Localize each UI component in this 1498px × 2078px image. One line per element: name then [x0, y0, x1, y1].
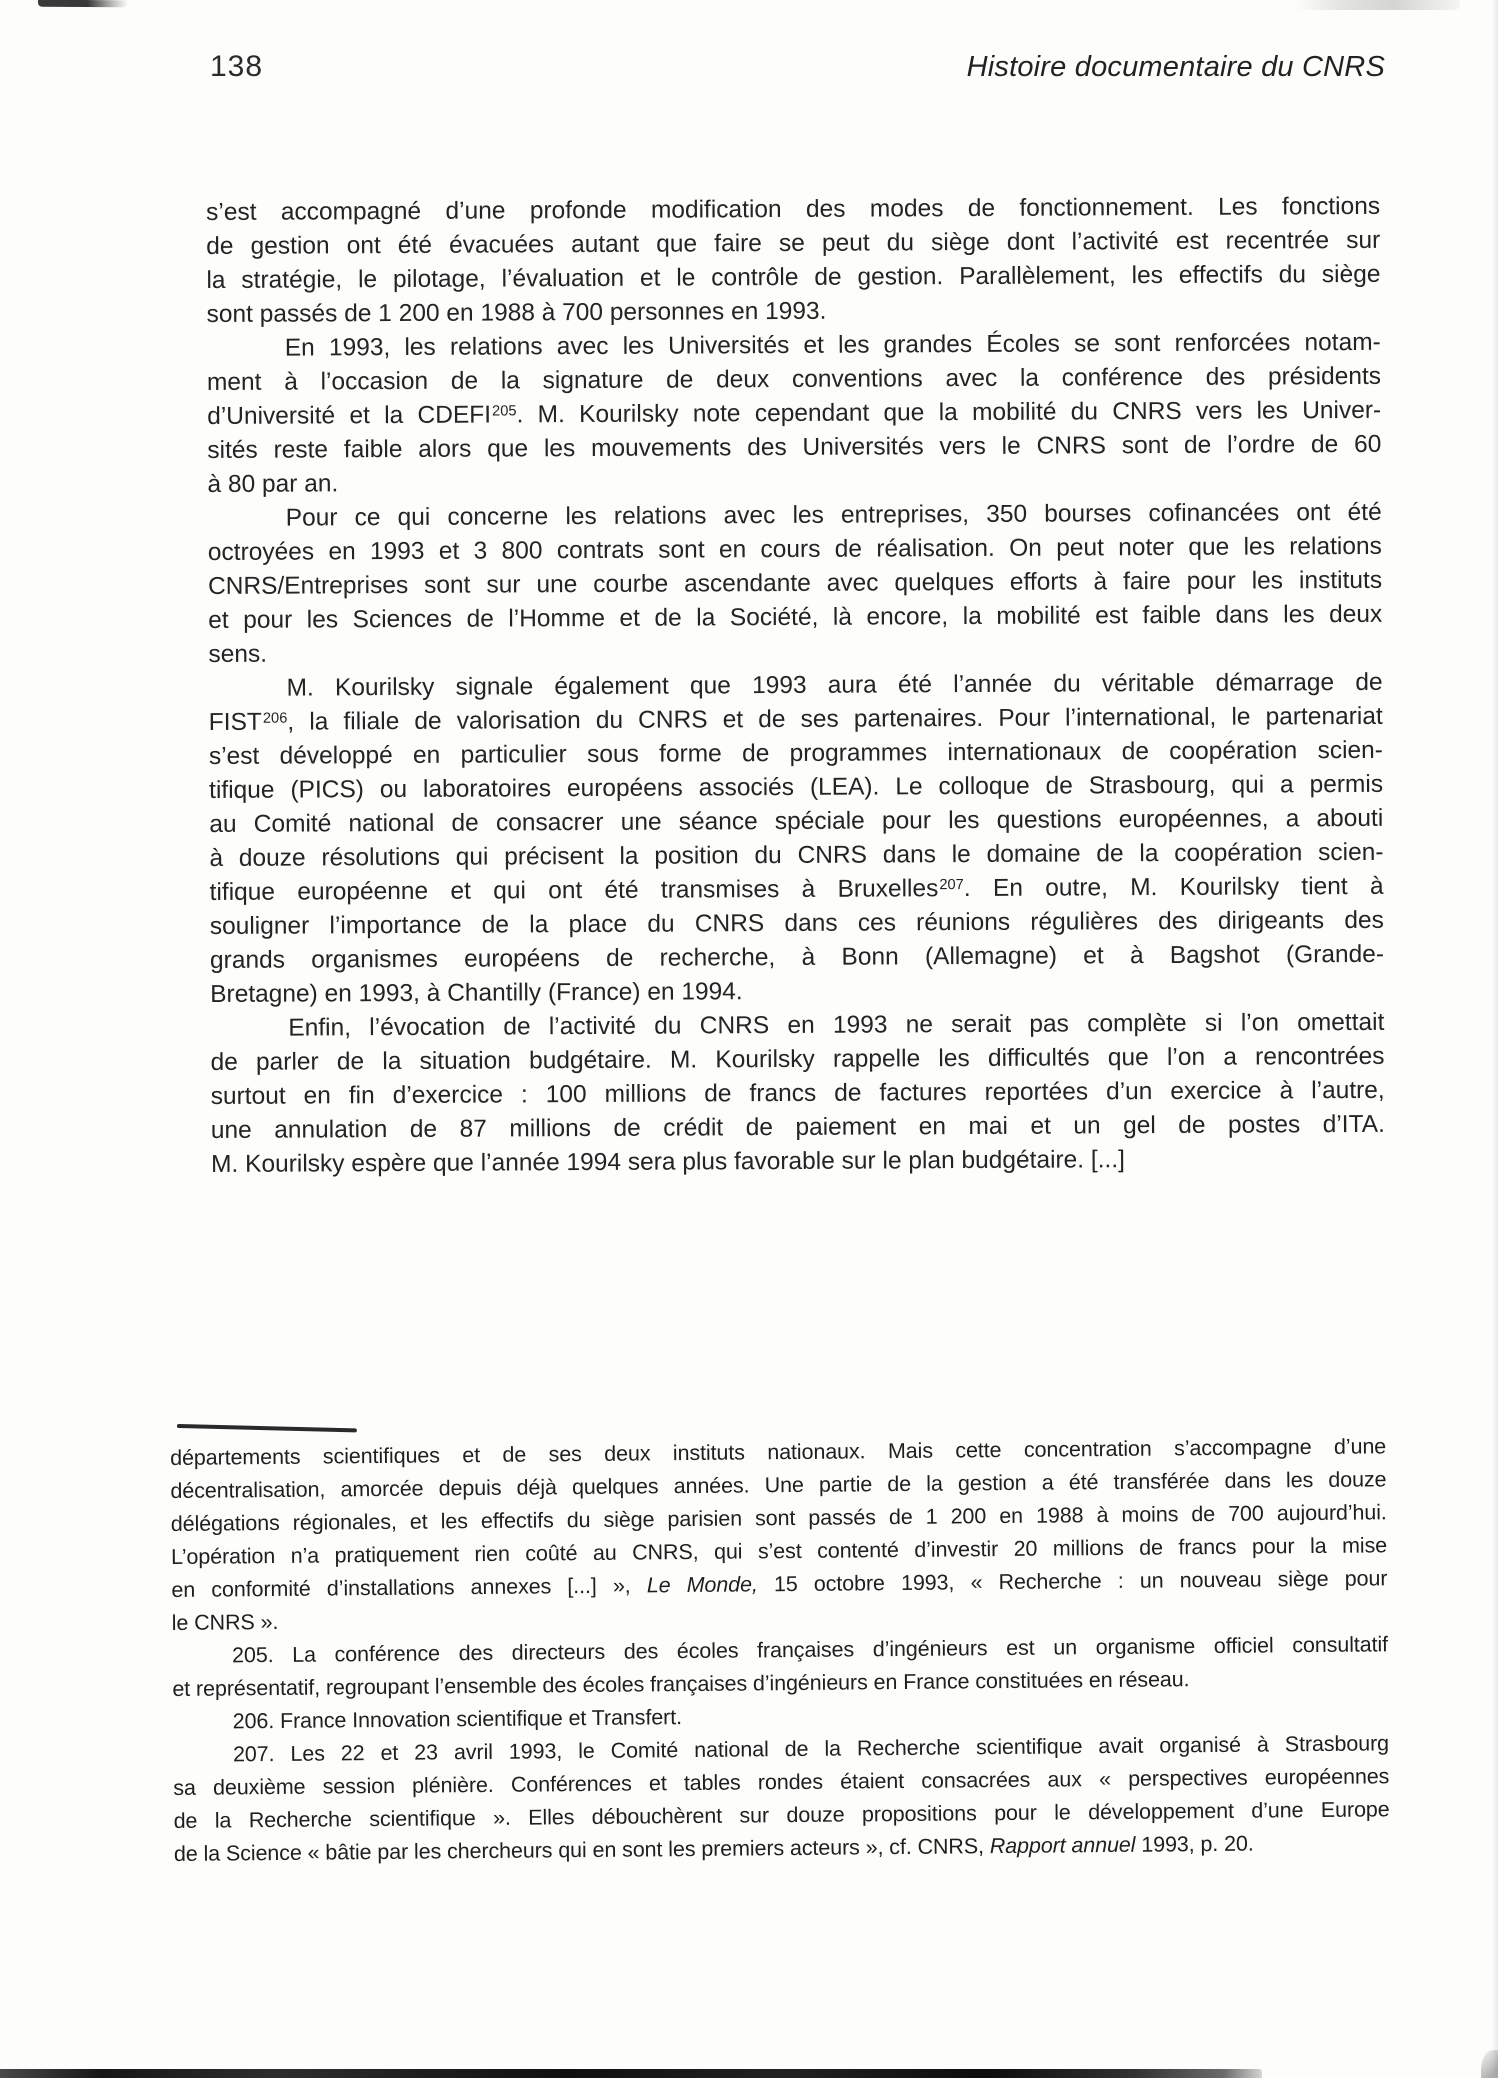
page-number: 138 — [210, 50, 264, 83]
text-line: CNRS/Entreprises sont sur une courbe ascendante avec quelques efforts à faire pour les instituts — [207, 566, 1383, 600]
text-line: surtout en fin d’exercice : 100 millions de francs de factures reportées d’un exercice à l’autre, — [210, 1076, 1385, 1110]
text-line: FIST$^{206}$, la filiale de valorisation du CNRS et de ses partenaires. Pour l’international, le partenariat — [208, 702, 1383, 736]
paragraph — [170, 1430, 1388, 1640]
text-line: En 1993, les relations avec les Universités et les grandes Écoles se sont renforcées notam- — [284, 328, 1381, 362]
text-line: départements scientifiques et de ses deux instituts nationaux. Mais cette concentration s’accompagne d’une — [170, 1434, 1387, 1470]
page-header — [210, 50, 1385, 84]
text-line: s’est développé en particulier sous forme de programmes internationaux de coopération scien- — [208, 736, 1383, 770]
text-line: s’est accompagné d’une profonde modification des modes de fonctionnement. Les fonctions — [206, 192, 1381, 226]
text-line: 206. France Innovation scientifique et Transfert. — [232, 1705, 683, 1734]
text-line: sens. — [208, 640, 268, 668]
text-line: octroyées en 1993 et 3 800 contrats sont en cours de réalisation. On peut noter que les relations — [207, 532, 1382, 566]
text-line: 207. Les 22 et 23 avril 1993, le Comité national de la Recherche scientifique avait organisé à Strasbourg — [232, 1731, 1390, 1767]
text-line: Bretagne) en 1993, à Chantilly (France) en 1994. — [210, 978, 743, 1008]
text-line: grands organismes européens de recherche, à Bonn (Allemagne) et à Bagshot (Grande- — [209, 940, 1385, 974]
text-line: le CNRS ». — [171, 1609, 279, 1635]
footnotes — [170, 1430, 1390, 1871]
text-line: de la Science « bâtie par les chercheurs qui en sont les premiers acteurs », cf. CNRS, Rapport annuel 1993, p. 20. — [173, 1831, 1254, 1866]
text-line: de gestion ont été évacuées autant que faire se peut du siège dont l’activité est recentrée sur — [206, 226, 1381, 260]
text-line: M. Kourilsky signale également que 1993 aura été l’année du véritable démarrage de — [286, 668, 1383, 702]
scan-edge-shadow-right — [1492, 0, 1498, 2078]
text-line: 205. La conférence des directeurs des écoles françaises d’ingénieurs est un organisme officiel consultatif — [231, 1632, 1389, 1668]
scan-smudge-top-right — [1295, 0, 1460, 10]
scan-mark-top-left — [38, 0, 128, 7]
paragraph — [207, 326, 1382, 502]
text-line: tifique européenne et qui ont été transmises à Bruxelles$^{207}$. En outre, M. Kourilsky tient à — [209, 872, 1384, 906]
text-line: ment à l’occasion de la signature de deux conventions avec la conférence des présidents — [206, 362, 1382, 396]
text-line: la stratégie, le pilotage, l’évaluation et le contrôle de gestion. Parallèlement, les effectifs du siège — [206, 260, 1381, 294]
text-line: de la Recherche scientifique ». Elles débouchèrent sur douze propositions pour le développement d’une Europe — [173, 1797, 1390, 1833]
text-line: souligner l’importance de la place du CNRS dans ces réunions régulières des dirigeants des — [209, 906, 1384, 940]
paragraph — [172, 1628, 1389, 1706]
text-line: sont passés de 1 200 en 1988 à 700 personnes en 1993. — [206, 297, 827, 328]
text-line: Pour ce qui concerne les relations avec les entreprises, 350 bourses cofinancées ont été — [285, 498, 1382, 532]
scan-smudge-bottom-right — [1481, 2050, 1498, 2078]
text-line: de parler de la situation budgétaire. M. Kourilsky rappelle les difficultés que l’on a rencontrées — [210, 1042, 1385, 1076]
scan-bar-bottom — [0, 2069, 1262, 2078]
text-line: et pour les Sciences de l’Homme et de la Société, là encore, la mobilité est faible dans les deux — [208, 600, 1383, 634]
text-line: et représentatif, regroupant l’ensemble des écoles françaises d’ingénieurs en France constituées en réseau. — [172, 1667, 1190, 1701]
paragraph — [210, 1006, 1385, 1182]
text-line: délégations régionales, et les effectifs du siège parisien sont passés de 1 200 en 1988 à moins de 700 aujourd’hui. — [170, 1500, 1387, 1536]
text-line: sa deuxième session plénière. Conférences et tables rondes étaient consacrées aux « perspectives européennes — [173, 1764, 1390, 1800]
text-line: à douze résolutions qui précisent la position du CNRS dans le domaine de la coopération scien- — [209, 838, 1384, 872]
text-line: Enfin, l’évocation de l’activité du CNRS en 1993 ne serait pas complète si l’on omettait — [288, 1008, 1385, 1042]
text-line: décentralisation, amorcée depuis déjà quelques années. Une partie de la gestion a été transférée dans les douze — [170, 1467, 1387, 1503]
running-title: Histoire documentaire du CNRS — [966, 51, 1385, 83]
footnote-separator — [177, 1424, 357, 1432]
text-line: une annulation de 87 millions de crédit de paiement en mai et un gel de postes d’ITA. — [210, 1110, 1385, 1144]
text-line: à 80 par an. — [207, 470, 339, 498]
text-line: sités reste faible alors que les mouvements des Universités vers le CNRS sont de l’ordre de 60 — [207, 430, 1382, 464]
text-line: d’Université et la CDEFI$^{205}$. M. Kourilsky note cependant que la mobilité du CNRS vers les Univer- — [207, 396, 1382, 430]
text-line: au Comité national de consacrer une séance spéciale pour les questions européennes, a abouti — [209, 804, 1384, 838]
text-line: L’opération n’a pratiquement rien coûté au CNRS, qui s’est contenté d’investir 20 millions de francs pour la mise — [170, 1533, 1388, 1569]
paragraph — [206, 190, 1381, 332]
paragraph — [208, 666, 1384, 1012]
text-line: M. Kourilsky espère que l’année 1994 sera plus favorable sur le plan budgétaire. [...] — [211, 1146, 1125, 1178]
paragraph — [208, 496, 1383, 672]
paragraph — [173, 1727, 1390, 1871]
text-line: en conformité d’installations annexes [...] », Le Monde, 15 octobre 1993, « Recherche : un nouveau siège pour — [171, 1566, 1388, 1602]
main-text — [206, 190, 1385, 1182]
text-line: tifique (PICS) ou laboratoires européens associés (LEA). Le colloque de Strasbourg, qui a permis — [209, 770, 1384, 804]
